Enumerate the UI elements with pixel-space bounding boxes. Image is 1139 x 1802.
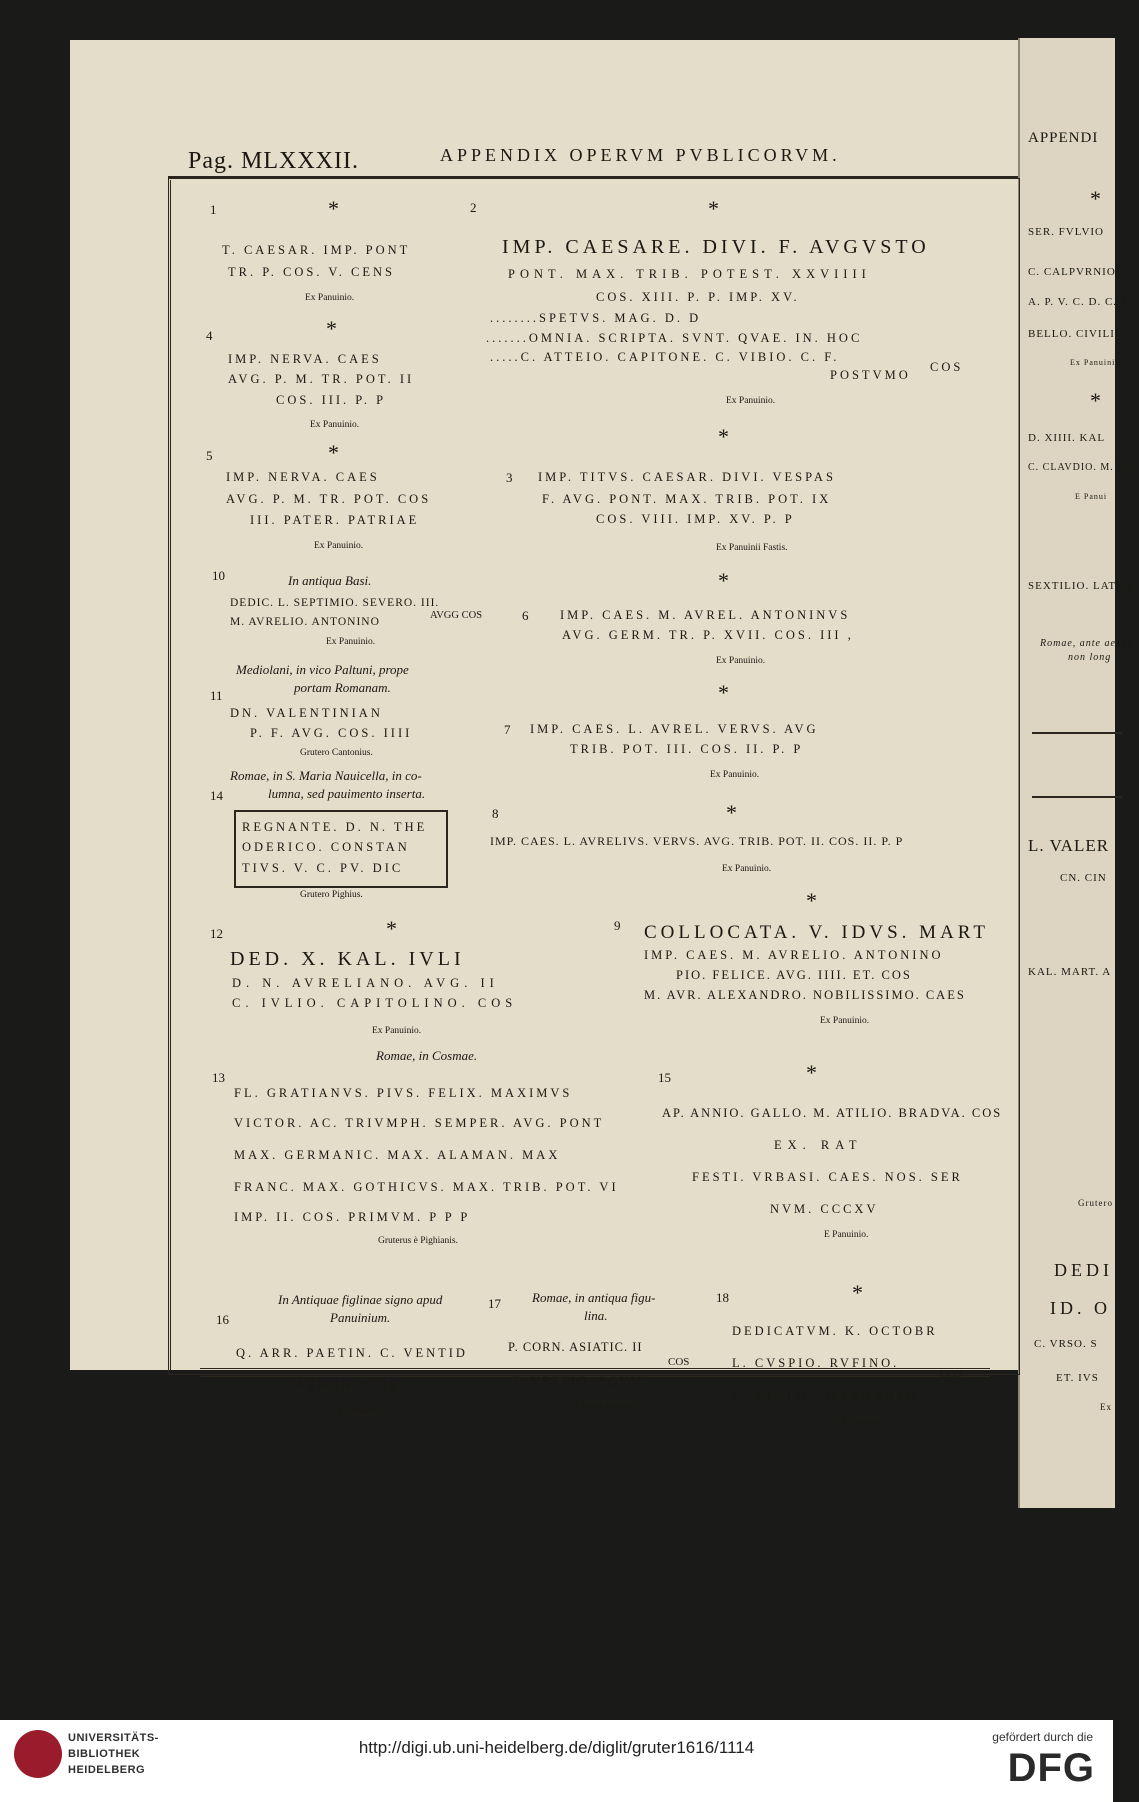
inscription-line: IMP. CAES. M. AVRELIO. ANTONINO: [644, 948, 944, 962]
location-note: portam Romanam.: [294, 680, 391, 695]
inscription-line: DED. X. KAL. IVLI: [230, 948, 465, 970]
entry-number: 9: [614, 918, 621, 933]
inscription-line: VICTOR. AC. TRIVMPH. SEMPER. AVG. PONT: [234, 1116, 605, 1130]
inscription-line: COS. VIII. IMP. XV. P. P: [596, 512, 795, 526]
inscription-line: T. CAESAR. IMP. PONT: [222, 243, 411, 257]
facing-line: KAL. MART. A: [1028, 966, 1112, 978]
facing-line: Ex: [1100, 1402, 1112, 1412]
entry-number: 8: [492, 806, 499, 821]
entry-number: 4: [206, 328, 213, 343]
asterisk: *: [326, 316, 337, 341]
source-note: Gruterus è Pighianis.: [378, 1236, 458, 1246]
facing-line: L. VALER: [1028, 836, 1110, 855]
source-note: Ex Panuinio.: [726, 396, 776, 406]
facing-line: SEXTILIO. LATER: [1028, 580, 1133, 592]
facing-line: D. XIIII. KAL: [1028, 432, 1106, 444]
facing-line: Ex Panuinii: [1070, 358, 1119, 367]
inscription-line: T. VETTIO. AQVIL: [512, 1374, 647, 1388]
location-note: Romae, in S. Maria Nauicella, in co-: [230, 768, 422, 783]
permalink-url[interactable]: http://digi.ub.uni-heidelberg.de/diglit/gruter1616/1114: [358, 1738, 755, 1757]
asterisk: *: [726, 800, 737, 825]
inscription-line: NVM. CCCXV: [770, 1202, 879, 1216]
facing-line: APPENDI: [1028, 130, 1099, 146]
inscription-line: ODERICO. CONSTAN: [242, 840, 410, 854]
cos-note: COS: [930, 360, 964, 374]
inscription-line: .....C. ATTEIO. CAPITONE. C. VIBIO. C. F.: [490, 350, 840, 364]
entry-number: 3: [506, 470, 513, 485]
entry-number: 11: [210, 688, 223, 703]
inscription-line: COS. XIII. P. P. IMP. XV.: [596, 290, 800, 304]
source-note: Ex Panuinio.: [836, 1418, 886, 1428]
source-note: Ex Panuinio.: [820, 1016, 870, 1026]
funding-note: gefördert durch die: [992, 1730, 1093, 1744]
entry-number: 17: [488, 1296, 501, 1311]
source-note: Ex Fastis Panuinii.: [568, 1402, 640, 1412]
inscription-line: AVG. P. M. TR. POT. COS: [226, 492, 432, 506]
running-title: APPENDIX OPERVM PVBLICORVM.: [440, 145, 841, 165]
inscription-line: DEDICATVM. K. OCTOBR: [732, 1324, 938, 1338]
asterisk: *: [718, 680, 729, 705]
inscription-line: Q. ARR. PAETIN. C. VENTID: [236, 1346, 468, 1360]
inscription-line: FL. GRATIANVS. PIVS. FELIX. MAXIMVS: [234, 1086, 573, 1100]
inscription-line: IMP. CAES. L. AVREL. VERVS. AVG: [530, 722, 819, 736]
inscription-line: APRON. COS: [296, 1378, 399, 1392]
inscription-line: IMP. CAES. M. AVREL. ANTONINVS: [560, 608, 851, 622]
inscription-line: IMP. NERVA. CAES: [226, 470, 380, 484]
cos-note: COS: [940, 1368, 962, 1380]
institution-name: UNIVERSITÄTS-: [68, 1732, 159, 1744]
entry-number: 18: [716, 1290, 729, 1305]
source-note: Ex Panuinio.: [332, 1406, 382, 1416]
facing-line: E Panui: [1075, 492, 1108, 501]
facing-line: non long: [1068, 652, 1112, 663]
inscription-line: DEDIC. L. SEPTIMIO. SEVERO. III.: [230, 597, 440, 609]
location-note: Mediolani, in vico Paltuni, prope: [236, 662, 409, 677]
location-note: lumna, sed pauimento inserta.: [268, 786, 426, 801]
location-note: lina.: [584, 1308, 608, 1323]
facing-line: A. P. V. C. D. C. X: [1028, 296, 1130, 308]
location-note: Romae, in antiqua figu-: [532, 1290, 656, 1305]
cos-note: COS: [668, 1356, 690, 1368]
asterisk: *: [328, 440, 339, 465]
inscription-line: COS. III. P. P: [276, 393, 387, 407]
facing-line: C. CALPVRNIO.: [1028, 266, 1120, 278]
inscription-line: C. IVLIO. CAPITOLINO. COS: [232, 996, 518, 1010]
inscription-line: L. STATIO. QVADRATO: [732, 1388, 919, 1402]
facing-line: Romae, ante aedes: [1040, 638, 1133, 649]
page-number: Pag. MLXXXII.: [188, 148, 359, 174]
inscription-line: REGNANTE. D. N. THE: [242, 820, 428, 834]
facing-line: *: [1090, 186, 1102, 211]
inscription-line: .......OMNIA. SCRIPTA. SVNT. QVAE. IN. HOC: [486, 331, 863, 345]
source-note: Ex Panuinio.: [305, 293, 355, 303]
source-note: Ex Panuinio.: [326, 637, 376, 647]
asterisk: *: [386, 916, 397, 941]
facing-line: ID. O: [1050, 1298, 1111, 1318]
inscription-line: TIVS. V. C. PV. DIC: [242, 861, 404, 875]
location-note: Panuinium.: [330, 1310, 391, 1325]
entry-number: 6: [522, 608, 529, 623]
facing-line: ET. IVS: [1056, 1372, 1099, 1384]
inscription-line: DN. VALENTINIAN: [230, 706, 383, 720]
dfg-logo: DFG: [1007, 1746, 1095, 1790]
inscription-line: III. PATER. PATRIAE: [250, 513, 420, 527]
inscription-line: M. AVR. ALEXANDRO. NOBILISSIMO. CAES: [644, 988, 966, 1002]
inscription-line: P. CORN. ASIATIC. II: [508, 1340, 643, 1354]
inscription-line: D. N. AVRELIANO. AVG. II: [232, 976, 499, 990]
entry-number: 14: [210, 788, 223, 803]
inscription-line: COLLOCATA. V. IDVS. MART: [644, 922, 989, 943]
inscription-line: PONT. MAX. TRIB. POTEST. XXVIIII: [508, 267, 871, 281]
inscription-line: P. F. AVG. COS. IIII: [250, 726, 413, 740]
facing-page: [1018, 38, 1139, 1508]
source-note: Ex Panuinio.: [716, 656, 766, 666]
inscription-line: IMP. II. COS. PRIMVM. P P P: [234, 1210, 471, 1224]
inscription-line: IMP. NERVA. CAES: [228, 352, 382, 366]
inscription-line: POSTVMO: [830, 368, 911, 382]
inscription-line: FESTI. VRBASI. CAES. NOS. SER: [692, 1170, 963, 1184]
facing-line: Grutero: [1078, 1198, 1113, 1208]
asterisk: *: [708, 196, 719, 221]
source-note: Ex Panuinio.: [372, 1026, 422, 1036]
source-note: Ex Panuinio.: [722, 864, 772, 874]
asterisk: *: [718, 424, 729, 449]
entry-number: 12: [210, 926, 223, 941]
inscription-line: AVG. GERM. TR. P. XVII. COS. III ,: [562, 628, 854, 642]
inscription-line: EX. RAT: [774, 1138, 863, 1152]
institution-name: HEIDELBERG: [68, 1764, 146, 1776]
inscription-line: TRIB. POT. III. COS. II. P. P: [570, 742, 804, 756]
inscription-line: PIO. FELICE. AVG. IIII. ET. COS: [676, 968, 912, 982]
asterisk: *: [328, 196, 339, 221]
facing-line: C. VRSO. S: [1034, 1338, 1098, 1350]
left-margin-rule: [170, 180, 171, 1370]
entry-number: 10: [212, 568, 225, 583]
facing-line: CN. CIN: [1060, 872, 1107, 884]
source-note: Ex Panuinio.: [710, 770, 760, 780]
source-note: Grutero Cantonius.: [300, 748, 373, 758]
inscription-line: AVG. P. M. TR. POT. II: [228, 372, 415, 386]
institution-name: BIBLIOTHEK: [68, 1748, 141, 1760]
facing-line: SER. FVLVIO: [1028, 226, 1104, 238]
entry-number: 1: [210, 202, 217, 217]
source-note: Grutero Pighius.: [300, 890, 363, 900]
inscription-line: ........SPETVS. MAG. D. D: [490, 311, 702, 325]
inscription-line: M. AVRELIO. ANTONINO: [230, 616, 380, 628]
facing-line: C. CLAVDIO. M. PER: [1028, 462, 1139, 473]
entry-number: 16: [216, 1312, 229, 1327]
asterisk: *: [718, 568, 729, 593]
entry-number: 5: [206, 448, 213, 463]
inscription-line: F. AVG. PONT. MAX. TRIB. POT. IX: [542, 492, 832, 506]
inscription-line: AP. ANNIO. GALLO. M. ATILIO. BRADVA. COS: [662, 1106, 1003, 1120]
asterisk: *: [852, 1280, 863, 1305]
facing-line: *: [1090, 388, 1102, 413]
inscription-line: IMP. CAES. L. AVRELIVS. VERVS. AVG. TRIB. POT. II. COS. II. P. P: [490, 834, 904, 848]
location-note: In antiqua Basi.: [288, 573, 372, 588]
inscription-line: FRANC. MAX. GOTHICVS. MAX. TRIB. POT. VI: [234, 1180, 619, 1194]
source-note: Ex Panuinio.: [314, 541, 364, 551]
entry-number: 15: [658, 1070, 671, 1085]
facing-line: BELLO. CIVILI.: [1028, 328, 1119, 340]
entry-number: 13: [212, 1070, 225, 1085]
source-note: E Panuinio.: [824, 1230, 869, 1240]
source-note: Ex Panuinii Fastis.: [716, 543, 788, 553]
inscription-line: L. CVSPIO. RVFINO.: [732, 1356, 900, 1370]
inscription-line: IMP. TITVS. CAESAR. DIVI. VESPAS: [538, 470, 836, 484]
source-note: Ex Panuinio.: [310, 420, 360, 430]
inscription-line: IMP. CAESARE. DIVI. F. AVGVSTO: [502, 236, 930, 258]
avgg-cos: AVGG COS: [430, 610, 483, 621]
asterisk: *: [806, 888, 817, 913]
entry-number: 2: [470, 200, 477, 215]
footer-bar: [0, 1720, 1113, 1802]
inscription-line: MAX. GERMANIC. MAX. ALAMAN. MAX: [234, 1148, 561, 1162]
entry-number: 7: [504, 722, 511, 737]
location-note: In Antiquae figlinae signo apud: [278, 1292, 443, 1307]
location-note: Romae, in Cosmae.: [376, 1048, 478, 1063]
inscription-line: TR. P. COS. V. CENS: [228, 265, 395, 279]
facing-line: DEDI: [1054, 1260, 1113, 1280]
asterisk: *: [806, 1060, 817, 1085]
